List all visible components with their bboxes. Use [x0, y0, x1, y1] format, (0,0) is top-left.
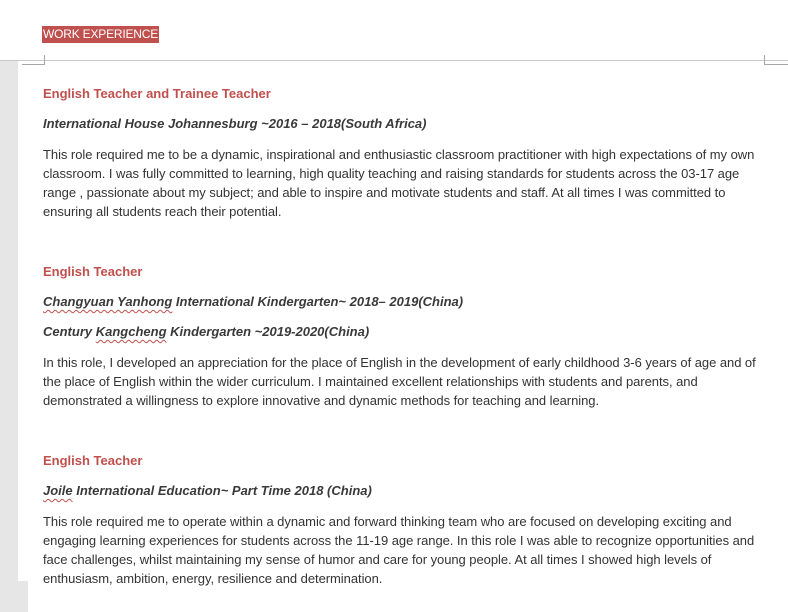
job-employer — [43, 115, 763, 133]
margin-corner-mark-right — [764, 55, 788, 65]
left-gutter-lower — [18, 581, 28, 612]
employer-text: International House Johannesburg ~2016 – 2018(South Africa) — [43, 116, 427, 131]
employer-text: International Education~ Part Time 2018 (China) — [72, 483, 372, 498]
employer-text: Kindergarten ~2019-2020(China) — [166, 324, 370, 339]
spellcheck-flagged-word[interactable]: Changyuan Yanhong — [43, 294, 173, 309]
job-role-title: English Teacher — [43, 264, 143, 279]
employer-text: Century — [43, 324, 96, 339]
job-description: In this role, I developed an appreciation for the place of English in the development of early childhood 3-6 years of age and of the place of English within the wider curriculum. I maintained excellent relationships with students and parents, and demonstrated a willingness to explore innovative and dynamic methods for teaching and learning. — [43, 355, 756, 408]
job-description: This role required me to operate within a dynamic and forward thinking team who are focused on developing exciting and engaging learning experiences for students across the 11-19 age range. In this role I was able to recognize opportunities and face challenges, whilst maintaining my sense of humor and care for young people. At all times I showed high levels of enthusiasm, ambition, energy, resilience and determination. — [43, 514, 755, 586]
margin-corner-mark-left — [22, 55, 45, 65]
job-entry — [43, 452, 763, 588]
job-role-title: English Teacher and Trainee Teacher — [43, 86, 271, 101]
job-description: This role required me to be a dynamic, inspirational and enthusiastic classroom practitioner with high expectations of my own classroom. I was fully committed to learning, high quality teaching and raising standards for students across the 03-17 age range , passionate about my subject; and able to inspire and motivate students and staff. At all times I was committed to ensuring all students reach their potential. — [43, 147, 755, 219]
employer-text: International Kindergarten~ 2018– 2019(China) — [172, 294, 464, 309]
job-employer — [43, 323, 763, 341]
job-entry — [43, 263, 763, 410]
spellcheck-flagged-word[interactable]: Kangcheng — [95, 324, 167, 339]
job-entry — [43, 85, 763, 221]
section-heading-work-experience: WORK EXPERIENCE — [43, 27, 159, 41]
job-role-title: English Teacher — [43, 453, 143, 468]
left-gutter — [0, 61, 18, 581]
job-employer — [43, 482, 763, 500]
spellcheck-flagged-word[interactable]: Joile — [43, 483, 73, 498]
job-employer — [43, 293, 763, 311]
